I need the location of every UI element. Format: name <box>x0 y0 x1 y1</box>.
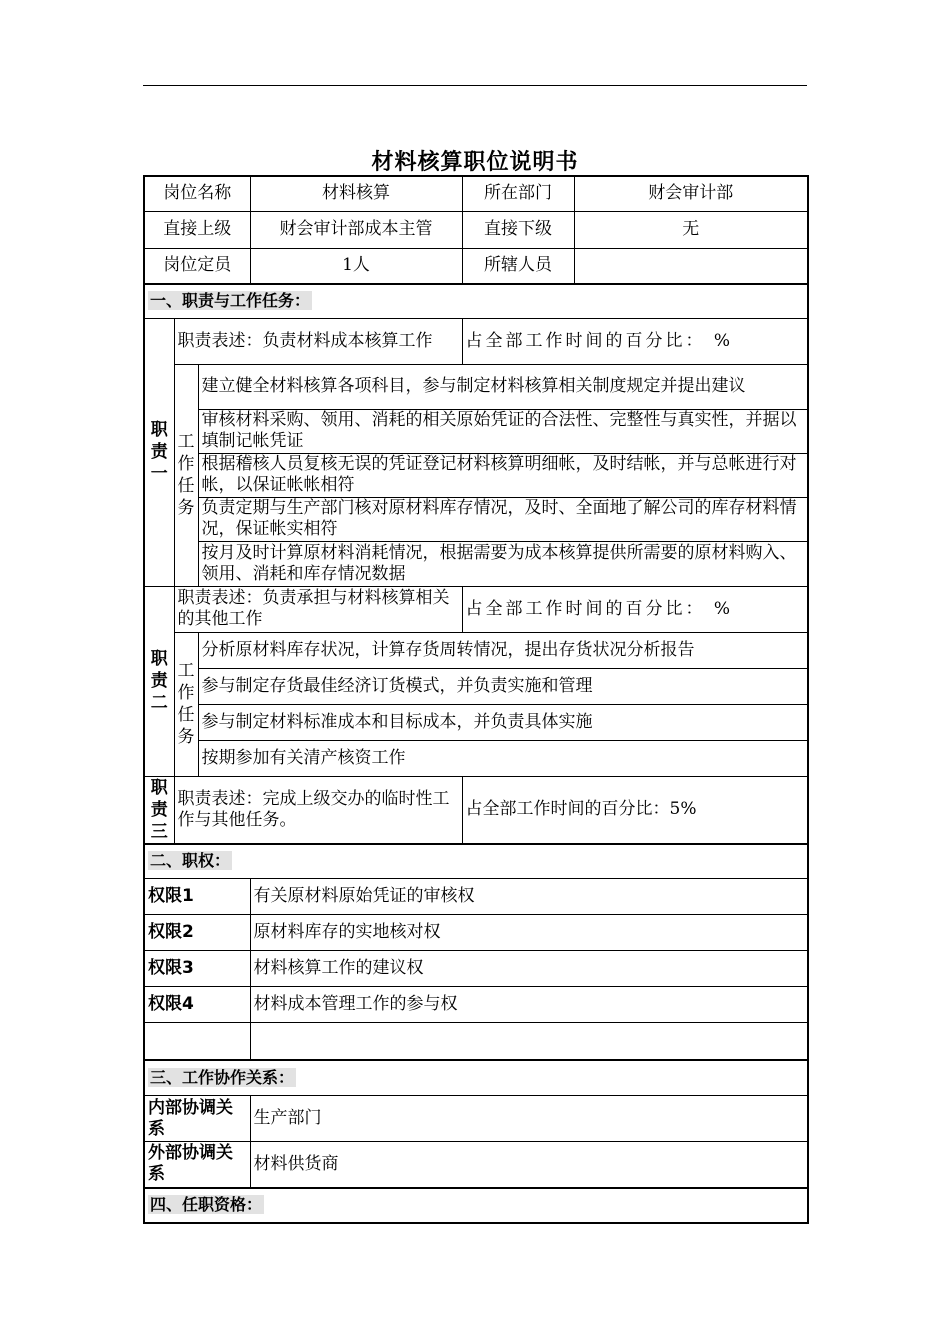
section-heading-authority: 二、职权： <box>144 844 808 879</box>
duty2-task-1: 分析原材料库存状况，计算存货周转情况，提出存货状况分析报告 <box>198 632 808 668</box>
authority-row <box>144 915 808 951</box>
authority-value-empty <box>250 1023 808 1060</box>
external-coordination-value: 材料供货商 <box>250 1142 808 1188</box>
header-rule <box>143 85 807 86</box>
authority-row-empty <box>144 1023 808 1060</box>
authority-key-1: 权限1 <box>144 879 250 915</box>
label-department: 所在部门 <box>462 176 574 211</box>
label-position-name: 岗位名称 <box>144 176 250 211</box>
duty2-task-label: 工 作 任 务 <box>174 632 198 776</box>
value-headcount: 1人 <box>250 248 462 284</box>
task-row <box>144 668 808 704</box>
authority-row <box>144 879 808 915</box>
section-heading-qualifications: 四、任职资格： <box>144 1188 808 1223</box>
duty2-task-2: 参与制定存货最佳经济订货模式，并负责实施和管理 <box>198 668 808 704</box>
value-staff <box>574 248 808 284</box>
duty2-task-4: 按期参加有关清产核资工作 <box>198 740 808 776</box>
duty1-task-5: 按月及时计算原材料消耗情况，根据需要为成本核算提供所需要的原材料购入、领用、消耗和库存情况数据 <box>198 541 808 586</box>
cooperation-row <box>144 1096 808 1142</box>
task-row <box>144 497 808 541</box>
label-subordinate: 直接下级 <box>462 211 574 248</box>
duty3-label: 职 责 三 <box>144 776 174 844</box>
duty2-desc-row <box>144 586 808 632</box>
label-headcount: 岗位定员 <box>144 248 250 284</box>
authority-key-4: 权限4 <box>144 987 250 1023</box>
duty1-desc-row <box>144 318 808 364</box>
authority-value-4: 材料成本管理工作的参与权 <box>250 987 808 1023</box>
label-supervisor: 直接上级 <box>144 211 250 248</box>
duty2-task-3: 参与制定材料标准成本和目标成本，并负责具体实施 <box>198 704 808 740</box>
basic-row <box>144 176 808 211</box>
duty2-percent: 占全部工作时间的百分比： % <box>462 586 808 632</box>
value-supervisor: 财会审计部成本主管 <box>250 211 462 248</box>
task-row <box>144 541 808 586</box>
section-heading-duties: 一、职责与工作任务： <box>144 284 808 318</box>
internal-coordination-value: 生产部门 <box>250 1096 808 1142</box>
value-subordinate: 无 <box>574 211 808 248</box>
page-title: 材料核算职位说明书 <box>371 149 579 175</box>
authority-row <box>144 951 808 987</box>
task-row <box>144 364 808 409</box>
duty3-row <box>144 776 808 844</box>
basic-row <box>144 248 808 284</box>
task-row <box>144 632 808 668</box>
authority-value-2: 原材料库存的实地核对权 <box>250 915 808 951</box>
basic-row <box>144 211 808 248</box>
duty2-description: 职责表述：负责承担与材料核算相关的其他工作 <box>174 586 462 632</box>
internal-coordination-label: 内部协调关系 <box>144 1096 250 1142</box>
task-row <box>144 453 808 497</box>
authority-key-2: 权限2 <box>144 915 250 951</box>
duty1-label: 职 责 一 <box>144 318 174 586</box>
duty1-percent: 占全部工作时间的百分比： % <box>462 318 808 364</box>
task-row <box>144 740 808 776</box>
duty3-percent: 占全部工作时间的百分比：5% <box>462 776 808 844</box>
duty1-task-4: 负责定期与生产部门核对原材料库存情况，及时、全面地了解公司的库存材料情况，保证帐实相符 <box>198 497 808 541</box>
task-row <box>144 409 808 453</box>
duty1-task-2: 审核材料采购、领用、消耗的相关原始凭证的合法性、完整性与真实性，并据以填制记帐凭证 <box>198 409 808 453</box>
section-heading-cooperation: 三、工作协作关系： <box>144 1060 808 1096</box>
authority-key-3: 权限3 <box>144 951 250 987</box>
authority-key-empty <box>144 1023 250 1060</box>
task-row <box>144 704 808 740</box>
duty2-label: 职 责 二 <box>144 586 174 776</box>
value-position-name: 材料核算 <box>250 176 462 211</box>
authority-value-1: 有关原材料原始凭证的审核权 <box>250 879 808 915</box>
job-table <box>143 175 809 1224</box>
duty1-task-label: 工 作 任 务 <box>174 364 198 586</box>
duty1-description: 职责表述：负责材料成本核算工作 <box>174 318 462 364</box>
duty1-task-1: 建立健全材料核算各项科目，参与制定材料核算相关制度规定并提出建议 <box>198 364 808 409</box>
authority-row <box>144 987 808 1023</box>
external-coordination-label: 外部协调关系 <box>144 1142 250 1188</box>
duty3-description: 职责表述：完成上级交办的临时性工作与其他任务。 <box>174 776 462 844</box>
authority-value-3: 材料核算工作的建议权 <box>250 951 808 987</box>
job-description-form <box>143 175 807 1224</box>
cooperation-row <box>144 1142 808 1188</box>
duty1-task-3: 根据稽核人员复核无误的凭证登记材料核算明细帐，及时结帐，并与总帐进行对帐，以保证帐帐相符 <box>198 453 808 497</box>
label-staff: 所辖人员 <box>462 248 574 284</box>
value-department: 财会审计部 <box>574 176 808 211</box>
